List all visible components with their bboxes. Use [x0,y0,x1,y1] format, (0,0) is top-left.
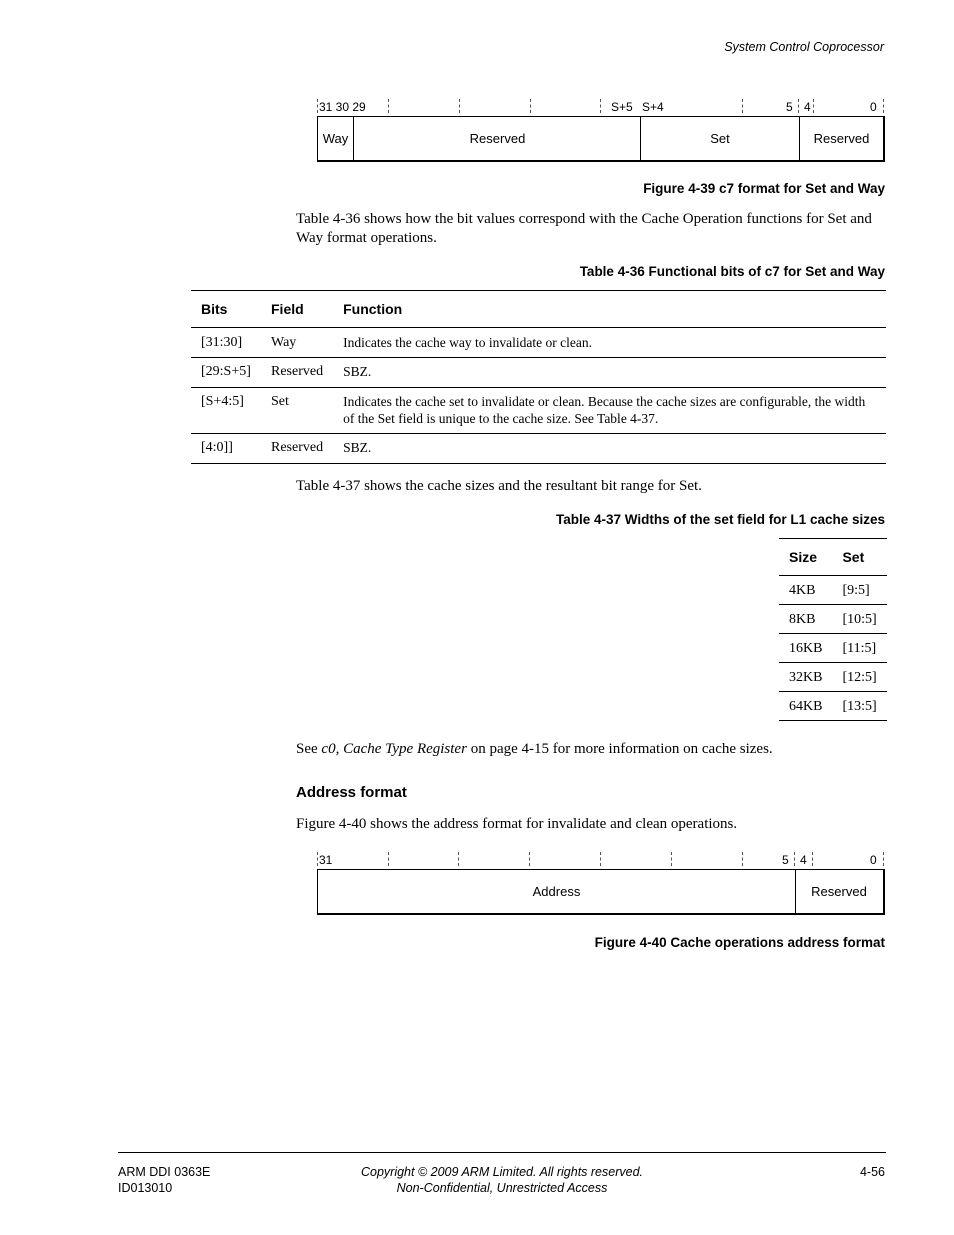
cell-set: [10:5] [832,605,886,634]
field-reserved-low: Reserved [799,117,883,160]
column-header-field: Field [261,291,333,328]
copyright-notice: Copyright © 2009 ARM Limited. All rights reserved. [360,1165,643,1179]
table-row [191,328,886,358]
bit-tick [388,99,389,113]
bit-label-4: 4 [804,100,811,114]
table-36 [191,290,886,464]
cell-field: Reserved [261,358,333,388]
intro-table-37: Table 4-37 shows the cache sizes and the resultant bit range for Set. [296,478,702,494]
cell-field: Set [261,388,333,434]
cell-size: 8KB [779,605,832,634]
bit-label-0: 0 [870,853,877,867]
cell-function: SBZ. [333,434,886,464]
bit-tick [813,99,814,113]
register-diagram-set-way [0,0,954,170]
table-header-row [779,539,887,576]
see-also-suffix: on page 4-15 for more information on cache sizes. [466,741,773,757]
bit-tick [883,99,884,113]
table-37 [779,538,887,721]
bit-tick [317,99,318,113]
bit-label-5: 5 [782,853,789,867]
cell-function: Indicates the cache way to invalidate or clean. [333,328,886,358]
cell-size: 32KB [779,663,832,692]
bit-tick [798,99,799,113]
footer-left [118,1164,210,1196]
bit-tick [812,852,813,866]
table-row [191,358,886,388]
footer-center [300,1164,704,1196]
bit-tick [600,852,601,866]
bit-tick [459,99,460,113]
table-header-row [191,291,886,328]
table-row [779,576,887,605]
cell-set: [12:5] [832,663,886,692]
figure-40-caption: Figure 4-40 Cache operations address format [594,935,885,950]
bit-tick [671,852,672,866]
bit-label-4: 4 [800,853,807,867]
table-37-caption: Table 4-37 Widths of the set field for L1 cache sizes [556,512,885,527]
register-box [317,869,885,915]
table-row [779,692,887,721]
register-box [317,116,885,162]
running-header: System Control Coprocessor [724,40,884,54]
bit-tick [794,852,795,866]
column-header-set: Set [832,539,886,576]
see-also-paragraph [296,740,888,759]
cell-set: [13:5] [832,692,886,721]
table-row [779,663,887,692]
field-reserved: Reserved [795,870,882,913]
field-way: Way [322,131,349,146]
bit-tick [600,99,601,113]
bit-tick [388,852,389,866]
cell-field: Way [261,328,333,358]
bit-tick [742,852,743,866]
bit-label-s5: S+5 [611,100,633,114]
cache-type-register-link[interactable]: c0, Cache Type Register [321,741,467,757]
field-address: Address [532,884,581,899]
cell-bits: [29:S+5] [191,358,261,388]
cell-set: [11:5] [832,634,886,663]
bit-label-31: 31 [319,853,333,867]
bit-tick [317,852,318,866]
bit-tick [742,99,743,113]
table-row [779,605,887,634]
section-heading-address-format: Address format [296,784,407,801]
address-format-paragraph: Figure 4-40 shows the address format for invalidate and clean operations. [296,816,738,832]
bit-tick [529,852,530,866]
table-36-caption: Table 4-36 Functional bits of c7 for Set and Way [579,264,885,279]
cell-field: Reserved [261,434,333,464]
bit-label-s4: S+4 [642,100,664,114]
table-row [191,388,886,434]
bit-tick [458,852,459,866]
register-diagram-address [0,840,954,930]
bit-tick [883,852,884,866]
cell-bits: [31:30] [191,328,261,358]
cell-size: 64KB [779,692,832,721]
column-header-bits: Bits [191,291,261,328]
field-reserved-high: Reserved [353,117,641,160]
issue-id: ID013010 [118,1181,173,1195]
field-set: Set [640,117,799,160]
column-header-function: Function [333,291,886,328]
cell-function: SBZ. [333,358,886,388]
table-row [779,634,887,663]
bit-tick [530,99,531,113]
cell-bits: [4:0]] [191,434,261,464]
see-also-prefix: See [296,741,322,757]
page-number: 4-56 [859,1165,885,1179]
column-header-size: Size [779,539,832,576]
bit-label-31-30-29: 31 30 29 [319,100,366,114]
bit-label-0: 0 [870,100,877,114]
cell-size: 16KB [779,634,832,663]
figure-39-caption: Figure 4-39 c7 format for Set and Way [643,181,885,196]
access-notice: Non-Confidential, Unrestricted Access [396,1181,608,1195]
cell-function: Indicates the cache set to invalidate or clean. Because the cache sizes are configurable, the width of the Set field is unique to the cache size. See Table 4-37. [333,388,886,434]
cell-bits: [S+4:5] [191,388,261,434]
footer-divider [118,1152,886,1153]
cell-set: [9:5] [832,576,886,605]
intro-table-36: Table 4-36 shows how the bit values correspond with the Cache Operation functions for Set and Way format operations. [296,211,872,246]
bit-label-5: 5 [786,100,793,114]
document-id: ARM DDI 0363E [118,1165,211,1179]
table-row [191,434,886,464]
cell-size: 4KB [779,576,832,605]
